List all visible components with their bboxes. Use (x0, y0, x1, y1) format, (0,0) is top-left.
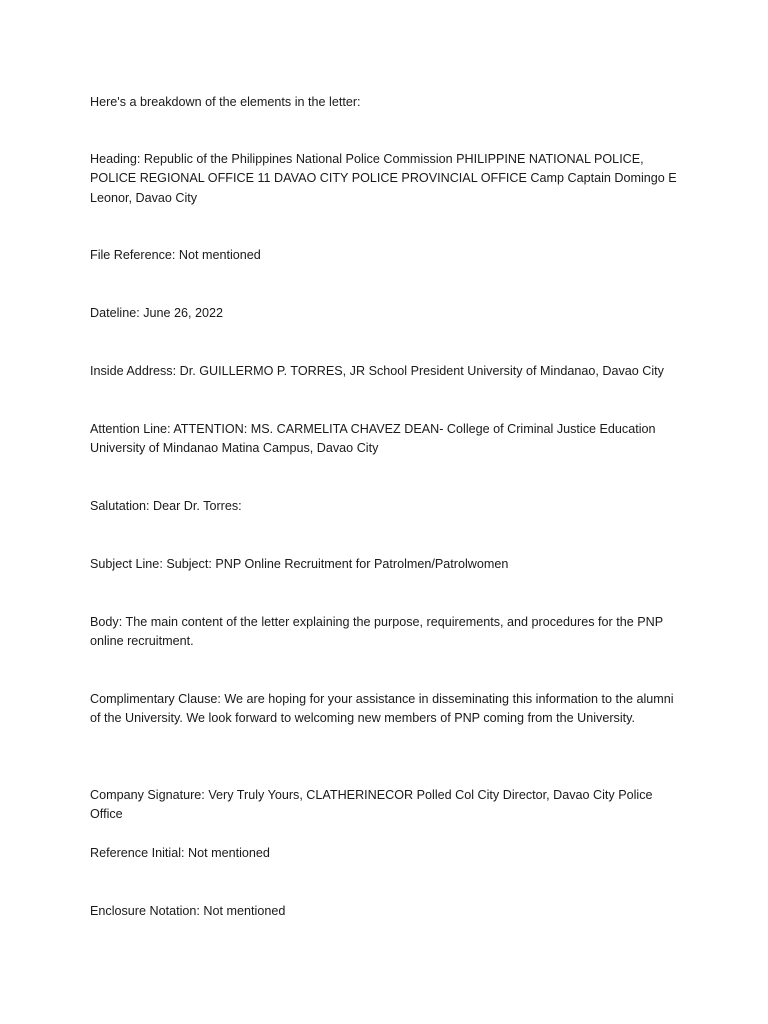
element-body (90, 613, 680, 652)
element-value: Not mentioned (188, 846, 270, 860)
element-subject-line (90, 555, 680, 574)
element-value: ATTENTION: MS. CARMELITA CHAVEZ DEAN- College of Criminal Justice Education University of Mindanao Matina Campus, Davao City (90, 422, 656, 456)
element-salutation (90, 497, 680, 516)
element-value: We are hoping for your assistance in disseminating this information to the alumni of the University. We look forward to welcoming new members of PNP coming from the University. (90, 692, 674, 726)
element-label: Subject Line: (90, 557, 163, 571)
element-enclosure-notation (90, 902, 680, 921)
element-value: Dear Dr. Torres: (153, 499, 242, 513)
element-company-signature (90, 786, 680, 825)
intro-text: Here's a breakdown of the elements in the letter: (90, 95, 361, 109)
element-dateline (90, 304, 680, 323)
element-value: Very Truly Yours, CLATHERINECOR Polled Col City Director, Davao City Police Office (90, 788, 653, 822)
element-label: Company Signature: (90, 788, 205, 802)
element-value: The main content of the letter explaining the purpose, requirements, and procedures for the PNP online recruitment. (90, 615, 663, 649)
element-label: Attention Line: (90, 422, 171, 436)
element-label: Dateline: (90, 306, 140, 320)
element-complimentary-clause (90, 690, 680, 729)
element-label: Heading: (90, 152, 141, 166)
element-label: Inside Address: (90, 364, 177, 378)
element-label: Salutation: (90, 499, 150, 513)
element-value: Subject: PNP Online Recruitment for Patrolmen/Patrolwomen (166, 557, 509, 571)
element-attention-line (90, 420, 680, 459)
element-heading (90, 150, 680, 208)
element-label: Reference Initial: (90, 846, 185, 860)
element-file-reference (90, 246, 680, 265)
element-label: File Reference: (90, 248, 176, 262)
element-value: Republic of the Philippines National Police Commission PHILIPPINE NATIONAL POLICE, POLICE REGIONAL OFFICE 11 DAVAO CITY POLICE PROVINCIAL OFFICE Camp Captain Domingo E Leonor, Davao City (90, 152, 677, 205)
element-value: Not mentioned (203, 904, 286, 918)
element-label: Complimentary Clause: (90, 692, 221, 706)
element-label: Body: (90, 615, 123, 629)
element-reference-initial (90, 844, 680, 863)
element-value: Dr. GUILLERMO P. TORRES, JR School President University of Mindanao, Davao City (179, 364, 664, 378)
element-label: Enclosure Notation: (90, 904, 200, 918)
element-value: June 26, 2022 (143, 306, 224, 320)
element-inside-address (90, 362, 680, 381)
element-value: Not mentioned (178, 248, 261, 262)
